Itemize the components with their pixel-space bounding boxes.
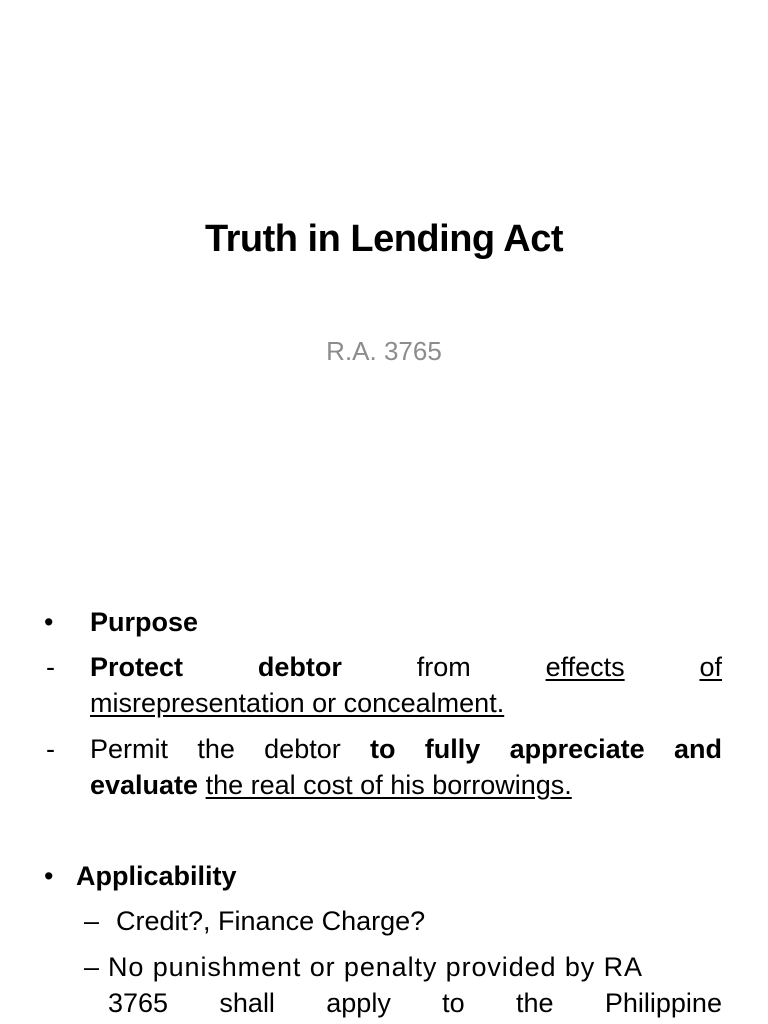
applicability-sub-1: Credit?, Finance Charge? [116,906,426,936]
word: 3765 [108,988,169,1018]
purpose-heading: Purpose [90,607,199,637]
word-of: of [699,652,722,682]
word: to [442,988,465,1018]
bullet-marker: • [44,861,54,891]
word-protect: Protect [90,652,184,682]
purpose-item-1-line-2: misrepresentation or concealment. [90,688,505,718]
word-effects: effects [545,652,625,682]
purpose-item-1-line-1 [90,649,722,685]
word: shall [219,988,275,1018]
applicability-sub-2-line-2 [108,985,722,1021]
dash-marker: - [46,734,55,764]
slide-title: Truth in Lending Act [205,218,563,260]
applicability-heading: Applicability [76,861,237,891]
bullet-marker: • [44,607,54,637]
word-debtor: debtor [257,652,342,682]
word: appreciate [509,734,645,764]
applicability-sub-2-line-1 [108,949,722,985]
word: apply [326,988,391,1018]
word: Philippine [604,988,722,1018]
word-evaluate: evaluate [90,770,199,800]
underlined-phrase: the real cost of his borrowings. [205,770,572,800]
word: to [370,734,396,764]
endash-marker: – [84,952,100,982]
word: the [516,988,554,1018]
word: the [197,734,235,764]
dash-marker: - [46,652,55,682]
slide-subtitle: R.A. 3765 [326,336,442,366]
sub-2-line-1-text: No punishment or penalty provided by RA [108,952,643,982]
word: and [673,734,722,764]
word: fully [424,734,481,764]
purpose-item-2-line-2 [90,767,572,803]
endash-marker: – [84,906,100,936]
word: Permit [90,734,169,764]
purpose-item-2-line-1 [90,731,722,767]
word-from: from [416,652,471,682]
word: debtor [264,734,341,764]
